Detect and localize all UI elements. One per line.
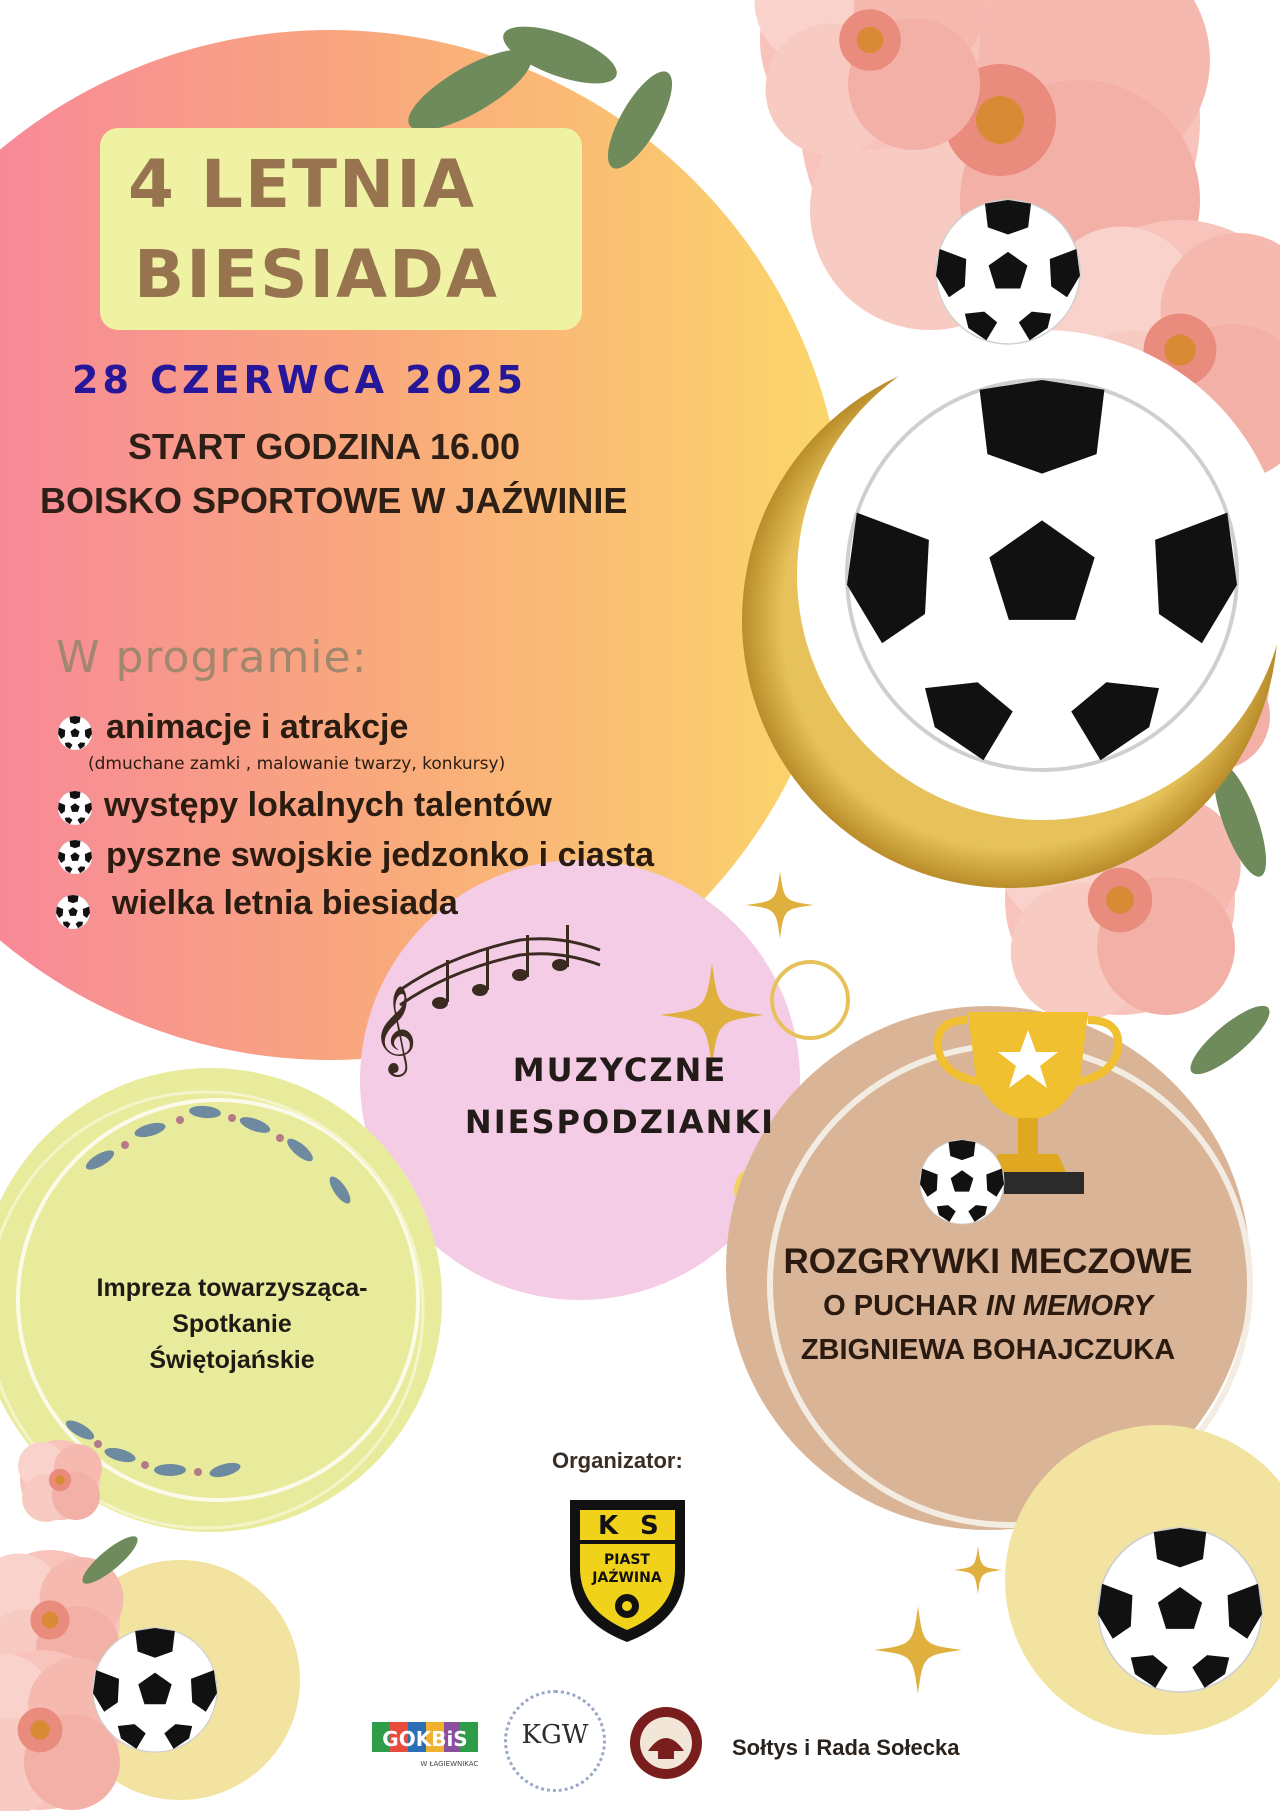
tournament-line2	[748, 1284, 1228, 1328]
kgw-text: KGW	[521, 1720, 589, 1750]
side-event-line1: Impreza towarzysząca-	[96, 1274, 368, 1302]
svg-text:S: S	[640, 1511, 659, 1541]
soccer-ball-icon	[58, 716, 92, 750]
organizer-label: Organizator:	[552, 1448, 683, 1473]
venue: BOISKO SPORTOWE W JAŹWINIE	[40, 480, 628, 521]
gokbis-text: GOKBiS	[382, 1727, 468, 1751]
tournament-text	[748, 1240, 1228, 1372]
soccer-ball-icon	[58, 791, 92, 825]
tournament-line2-prefix: O PUCHAR	[823, 1290, 986, 1322]
tournament-line1: ROZGRYWKI MECZOWE	[783, 1242, 1193, 1281]
svg-text:JAŹWINA: JAŹWINA	[592, 1570, 662, 1586]
side-event-text	[72, 1270, 392, 1378]
music-line1: MUZYCZNE	[512, 1051, 728, 1089]
svg-text:PIAST: PIAST	[604, 1552, 650, 1568]
side-event-line2: Spotkanie	[172, 1310, 292, 1338]
program-item-1: animacje i atrakcje	[106, 708, 409, 746]
club-badge-logo	[570, 1500, 686, 1642]
side-event-line3: Świętojańskie	[149, 1346, 315, 1374]
tournament-line2-italic: IN MEMORY	[985, 1290, 1153, 1322]
svg-text:𝄞: 𝄞	[372, 984, 417, 1073]
event-date: 28 CZERWCA 2025	[72, 358, 527, 402]
program-item-3: pyszne swojskie jedzonko i ciasta	[106, 836, 654, 874]
gokbis-logo	[372, 1718, 478, 1774]
event-title-line2: BIESIADA	[134, 236, 499, 313]
event-title-line1: 4 LETNIA	[128, 146, 476, 223]
music-line2: NIESPODZIANKI	[464, 1103, 776, 1141]
gokbis-sub: W ŁAGIEWNIKACH	[420, 1760, 478, 1768]
soccer-ball-icon	[58, 840, 92, 874]
title-box	[100, 128, 582, 330]
soltys-credit: Sołtys i Rada Sołecka	[732, 1735, 960, 1760]
program-item-1-note: (dmuchane zamki , malowanie twarzy, konkursy)	[88, 754, 506, 774]
emblem-logo	[628, 1705, 704, 1781]
start-time: START GODZINA 16.00	[128, 426, 521, 467]
kgw-logo	[504, 1690, 606, 1792]
soccer-ball-icon	[56, 895, 90, 929]
program-item-4: wielka letnia biesiada	[112, 884, 458, 922]
program-heading: W programie:	[56, 632, 368, 683]
tournament-line3: ZBIGNIEWA BOHAJCZUKA	[800, 1334, 1176, 1366]
music-surprises-text	[400, 1044, 840, 1148]
program-item-2: występy lokalnych talentów	[104, 786, 552, 824]
svg-text:K: K	[598, 1511, 619, 1541]
